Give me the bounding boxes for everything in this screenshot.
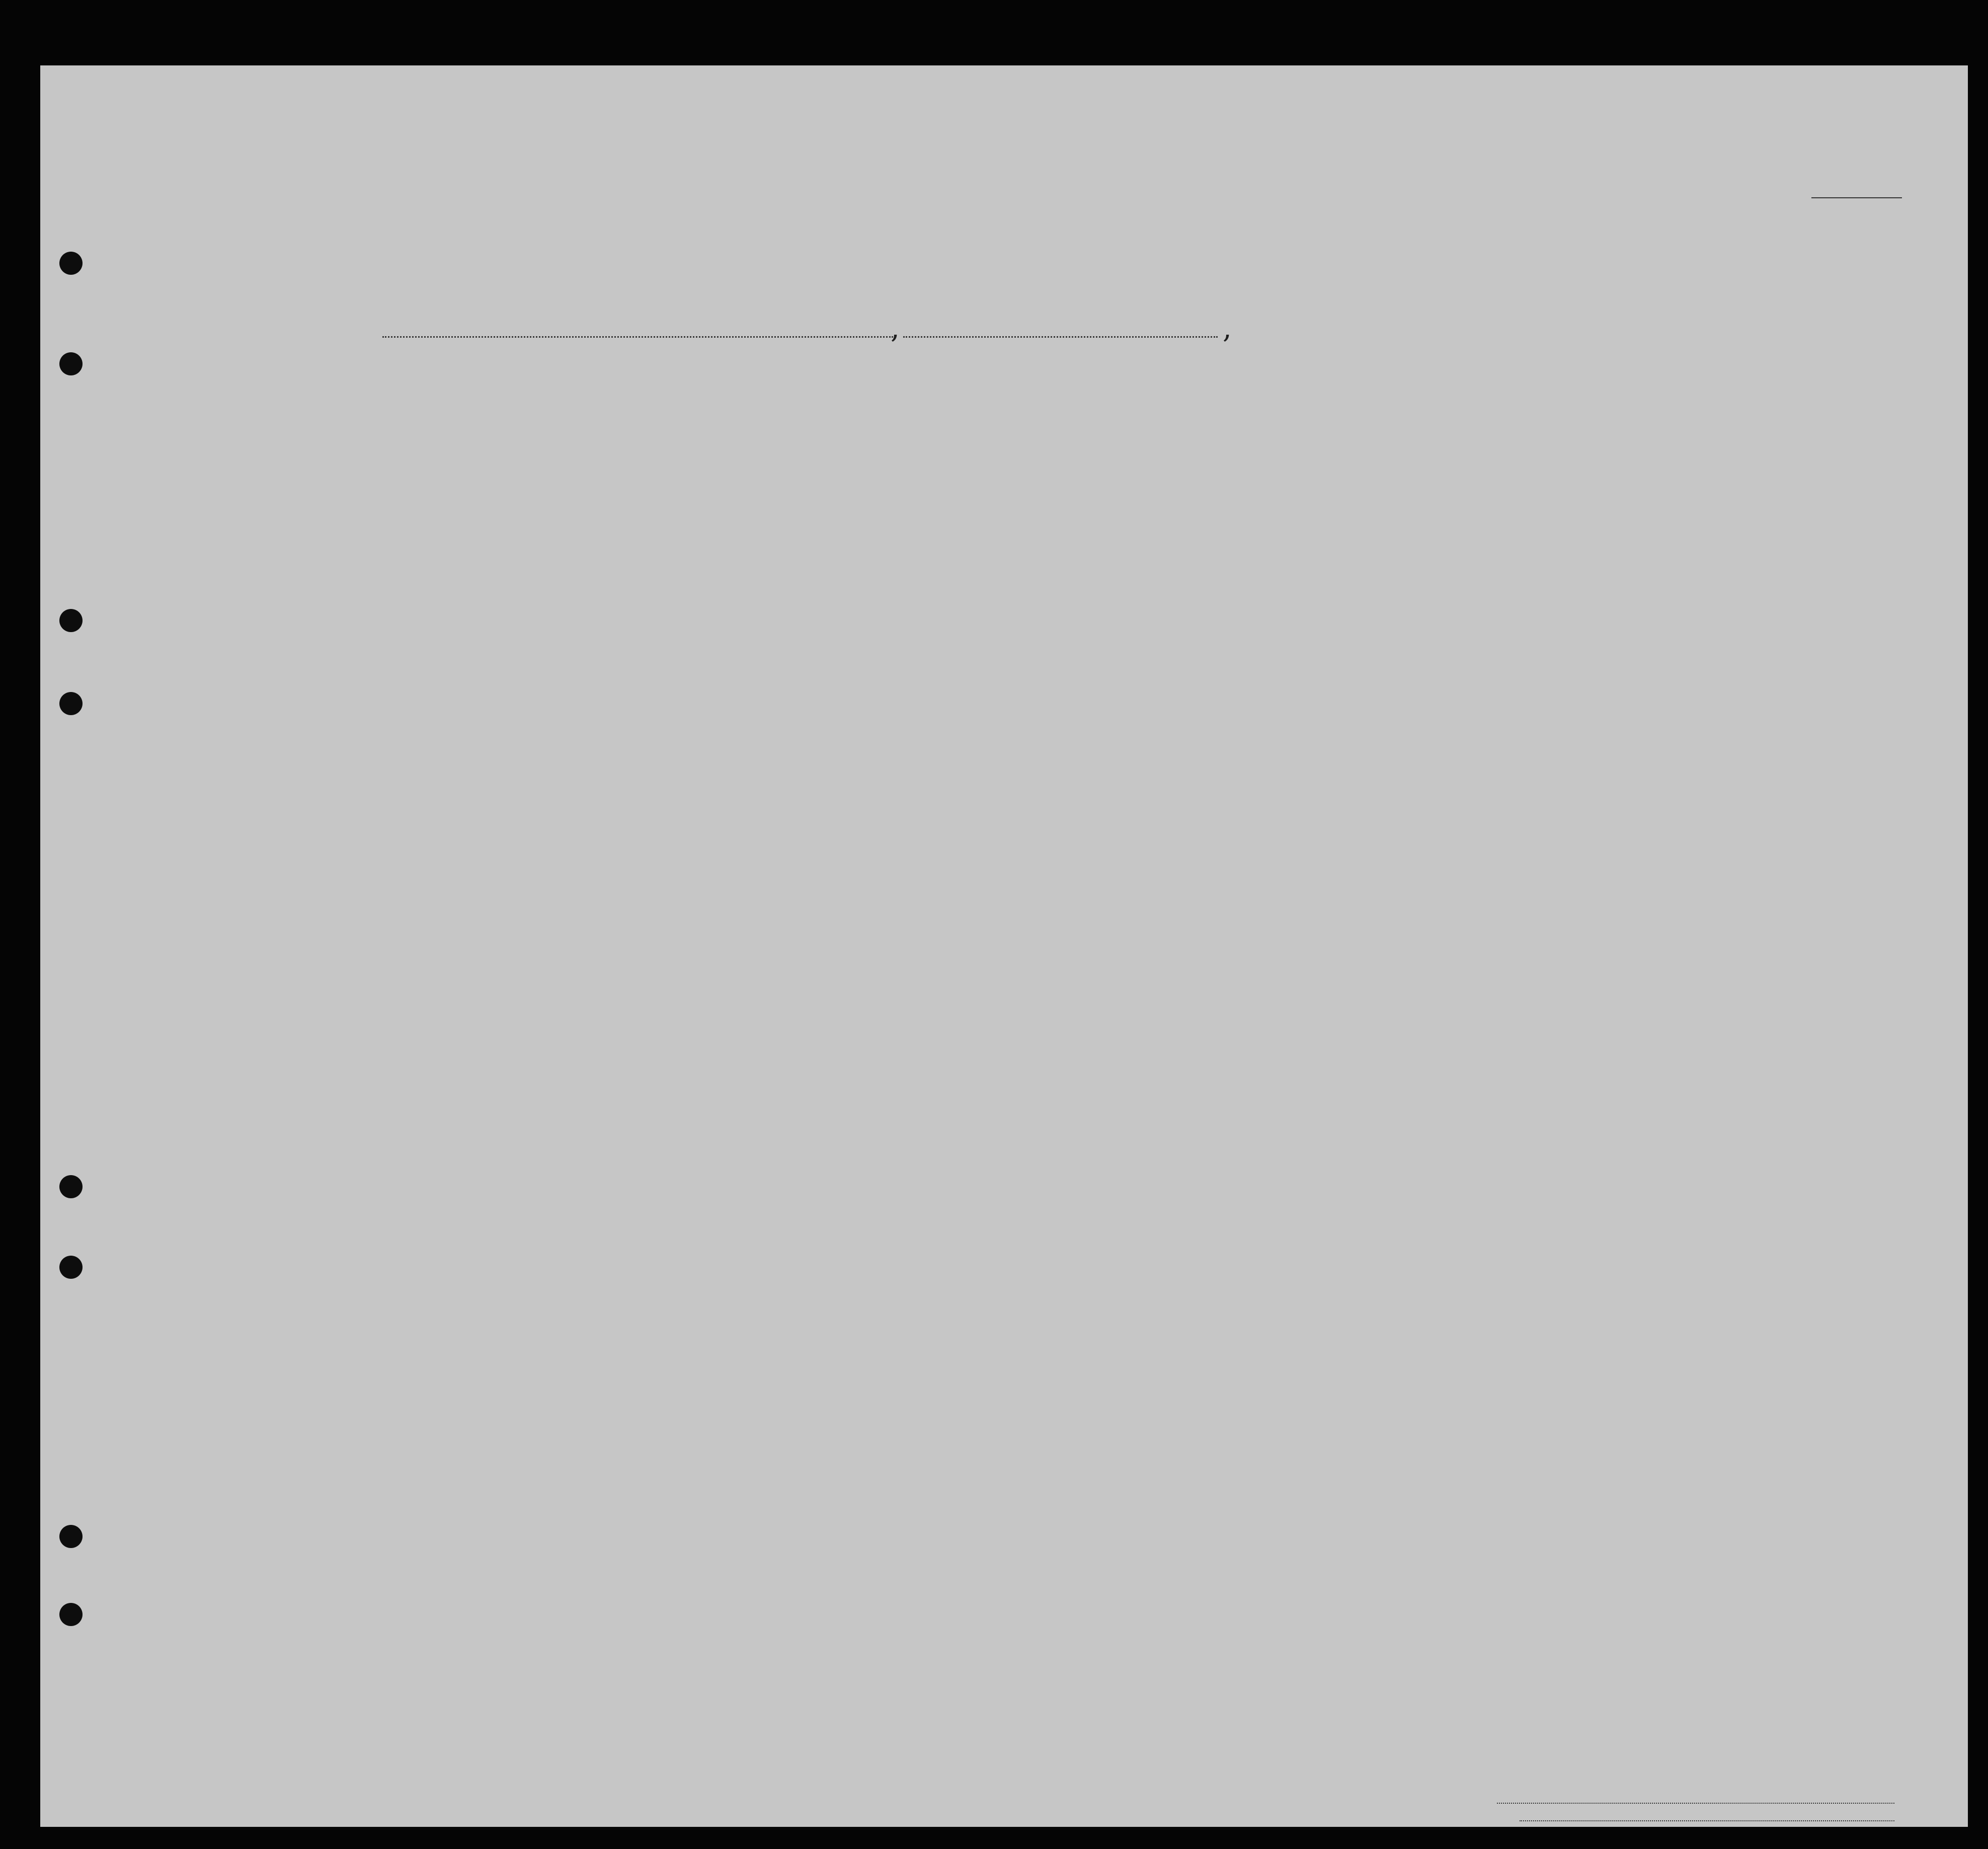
- line-field: [1497, 1803, 1894, 1804]
- manifest-grid: [40, 65, 1968, 1827]
- binder-hole: [59, 609, 83, 632]
- binder-hole: [59, 352, 83, 375]
- comma-separator: ,: [1223, 312, 1232, 345]
- owners-field: [1520, 1820, 1894, 1821]
- binder-hole: [59, 1175, 83, 1198]
- manifest-sheet: [40, 65, 1968, 1827]
- binder-hole: [59, 692, 83, 715]
- binder-hole: [59, 1256, 83, 1279]
- binder-hole: [59, 252, 83, 275]
- binder-hole: [59, 1525, 83, 1548]
- comma-separator: ,: [891, 312, 900, 345]
- binder-hole: [59, 1603, 83, 1626]
